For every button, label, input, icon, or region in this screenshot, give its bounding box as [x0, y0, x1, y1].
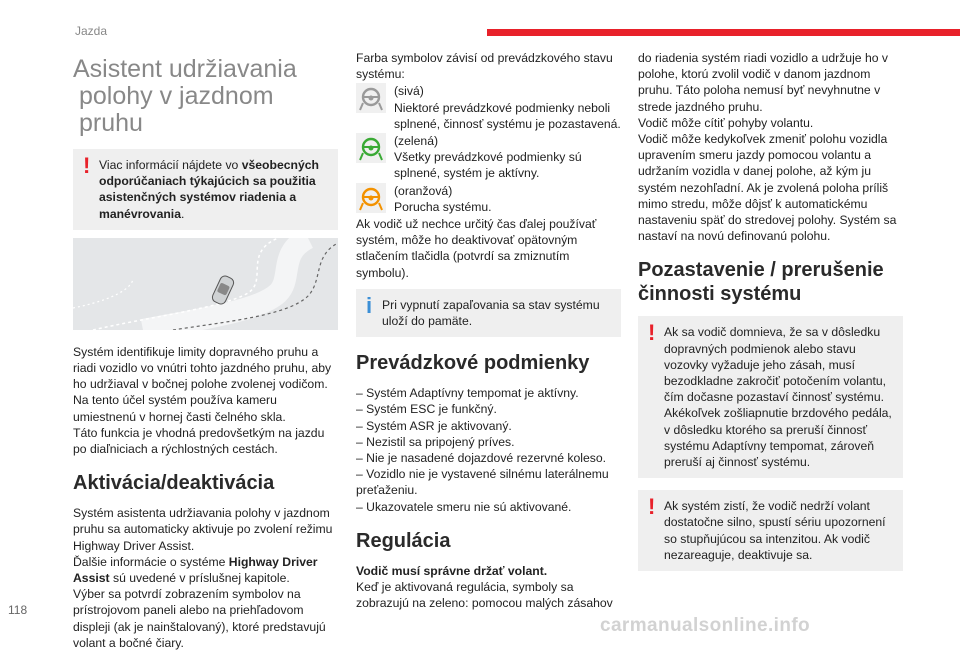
- conditions-list: [356, 385, 621, 515]
- deactivation-paragraph: Ak vodič už nechce určitý čas ďalej používať systém, môže ho deaktivovať opätovným stlačením tlačidla (potvrdí sa zmiznutím symbolu).: [356, 217, 597, 280]
- steering-wheel-lane-icon: [356, 133, 386, 163]
- column-3: [638, 50, 903, 577]
- symbols-intro: Farba symbolov závisí od prevádzkového stavu systému:: [356, 51, 613, 82]
- list-item: – Vozidlo nie je vystavené silnému laterálnemu preťaženiu.: [356, 467, 609, 498]
- warning-exclamation-icon: !: [648, 320, 656, 346]
- heading-operating-conditions: Prevádzkové podmienky: [356, 352, 590, 375]
- heading-activation: Aktivácia/deaktivácia: [73, 472, 275, 495]
- symbol-description: Všetky prevádzkové podmienky sú splnené, systém je aktívny.: [394, 150, 582, 181]
- column-2: [356, 50, 621, 611]
- section-header: Jazda: [75, 24, 108, 38]
- heading-regulation: Regulácia: [356, 529, 451, 552]
- warning-exclamation-icon: !: [83, 153, 91, 178]
- lane-keeping-illustration: [73, 238, 338, 330]
- heading-suspension: Pozastavenie / prerušenie činnosti systému: [638, 259, 884, 306]
- symbol-color-name: (oranžová): [394, 183, 453, 198]
- symbol-entry: [356, 133, 621, 182]
- warning-note-intervention: ! Ak sa vodič domnieva, že sa v dôsledku dopravných podmienok alebo stavu vozovky vyžaduje jeho zásah, musí bezodkladne zakročiť potočením volantu, čím dočasne pozastaví činnosť systému. Akékoľvek zošliapnutie brzdového pedála, v dôsledku ktorého sa preruší činnosť systému Adaptívny tempomat, zároveň preruší aj činnosť systému.: [638, 316, 903, 478]
- column-1: [73, 50, 338, 651]
- symbol-entry: [356, 83, 621, 132]
- list-item: – Systém Adaptívny tempomat je aktívny.: [356, 386, 579, 401]
- symbol-color-name: (zelená): [394, 134, 439, 149]
- list-item: – Nezistil sa pripojený príves.: [356, 434, 515, 449]
- symbol-entry: [356, 183, 621, 215]
- symbol-description: Porucha systému.: [394, 199, 492, 214]
- symbol-color-name: (sivá): [394, 84, 424, 99]
- activation-paragraph: Systém asistenta udržiavania polohy v jazdnom pruhu sa automaticky aktivuje po zvolení režimu Highway Driver Assist.: [73, 506, 333, 553]
- list-item: – Systém ASR je aktivovaný.: [356, 418, 512, 433]
- page-number: 118: [8, 603, 28, 617]
- page-title: Asistent udržiavania polohy v jazdnom pruhu: [73, 55, 297, 137]
- warning-exclamation-icon: !: [648, 494, 656, 520]
- symbol-description: Niektoré prevádzkové podmienky neboli splnené, činnosť systému je pozastavená.: [394, 100, 621, 131]
- activation-confirmation: Výber sa potvrdí zobrazením symbolov na prístrojovom paneli alebo na priehľadovom displeji (ak je nainštalovaný), ktoré predstavujú volant a bočné čiary.: [73, 587, 326, 650]
- regulation-continued: do riadenia systém riadi vozidlo a udržuje ho v polohe, ktorú zvolil vodič v danom jazdnom pruhu. Táto poloha nemusí byť nevyhnutne v strede jazdného pruhu.: [638, 51, 888, 114]
- list-item: – Systém ESC je funkčný.: [356, 402, 497, 417]
- warning-note-hands-off: ! Ak systém zistí, že vodič nedrží volant dostatočne silno, spustí sériu upozornení so stupňujúcou sa intenzitou. Ak vodič nezareaguje, deaktivuje sa.: [638, 490, 903, 571]
- symbol-list: [356, 83, 621, 215]
- info-note-advice: ! Viac informácií nájdete vo všeobecných odporúčaniach týkajúcich sa použitia asistenčných systémov riadenia a manévrovania.: [73, 149, 338, 230]
- steering-feel: Vodič môže cítiť pohyby volantu.: [638, 115, 814, 130]
- list-item: – Nie je nasadené dojazdové rezervné koleso.: [356, 451, 607, 466]
- steering-wheel-lane-icon: [356, 83, 386, 113]
- description-paragraph: Systém identifikuje limity dopravného pruhu a riadi vozidlo vo vnútri tohto jazdného pruhu, aby ho udržiaval v bočnej polohe zvolenej vodičom. Na tento účel systém používa kameru umiestnenú v hornej časti čelného skla. Táto funkcia je vhodná predovšetkým na jazdu po diaľniciach a rýchlostných cestách.: [73, 344, 332, 457]
- header-red-bar: [487, 29, 960, 36]
- regulation-text: Keď je aktivovaná regulácia, symboly sa zobrazujú na zeleno: pomocou malých zásahov: [356, 580, 613, 611]
- info-icon: i: [366, 292, 373, 318]
- info-note-memory: i Pri vypnutí zapaľovania sa stav systému uloží do pamäte.: [356, 289, 621, 337]
- position-change: Vodič môže kedykoľvek zmeniť polohu vozidla upravením smeru jazdy pomocou volantu a udržaním vozidla v danej polohe, až kým ju systém nezohľadní. Ak je zvolená poloha príliš mimo stredu, môže dôjsť k automatickému nastaveniu späť do stredovej polohy. Systém sa nastaví na novú definovanú polohu.: [638, 132, 897, 244]
- steering-wheel-lane-icon: [356, 183, 386, 213]
- watermark: carmanualsonline.info: [600, 615, 811, 636]
- list-item: – Ukazovatele smeru nie sú aktivované.: [356, 499, 572, 514]
- activation-more-info: Ďalšie informácie o systéme Highway Driver Assist sú uvedené v príslušnej kapitole.: [73, 554, 318, 586]
- regulation-bold: Vodič musí správne držať volant.: [356, 563, 548, 578]
